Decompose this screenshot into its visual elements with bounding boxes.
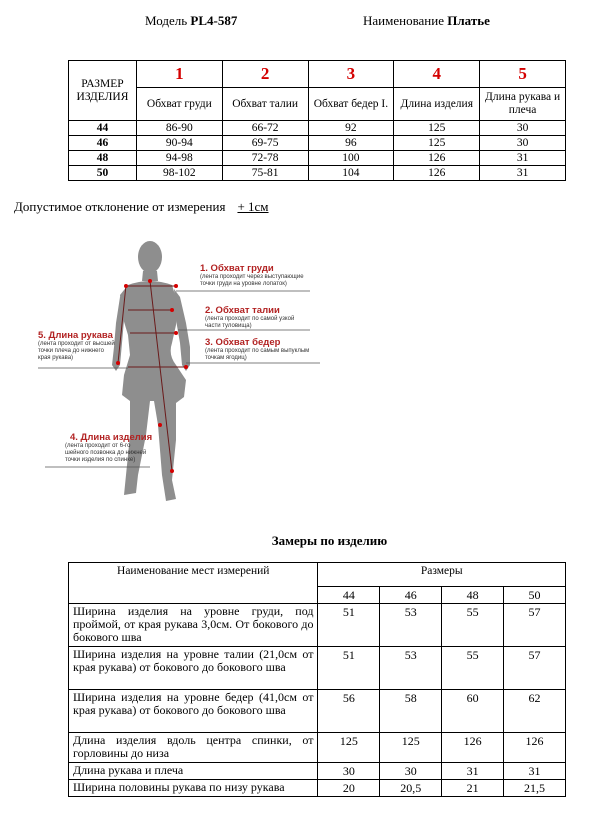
col-number-4: 4 [394,61,480,88]
value-cell: 100 [308,151,394,166]
value-cell: 126 [394,151,480,166]
value-cell: 90-94 [136,136,222,151]
table-row [69,604,566,647]
model-line [145,13,237,29]
table-row [69,690,566,733]
value-cell: 69-75 [222,136,308,151]
size-cell: 46 [69,136,137,151]
value-cell: 126 [504,733,566,763]
name-line [363,13,490,29]
value-cell: 30 [480,121,566,136]
name-label: Наименование [363,13,444,28]
value-cell: 20 [318,780,380,797]
measurement-table [68,562,566,797]
value-cell: 51 [318,604,380,647]
table-row [69,733,566,763]
value-cell: 92 [308,121,394,136]
value-cell: 51 [318,647,380,690]
value-cell: 31 [480,166,566,181]
value-cell: 30 [380,763,442,780]
annotation-hips-sub: (лента проходит по самым выпуклым точкам ягодиц) [205,348,310,361]
measurement-name: Ширина изделия на уровне бедер (41,0см от края рукава) от бокового до бокового шва [69,690,318,733]
value-cell: 125 [394,121,480,136]
measurement-name: Ширина изделия на уровне талии (21,0см от края рукава) от бокового до бокового шва [69,647,318,690]
value-cell: 98-102 [136,166,222,181]
annotation-length-title: 4. Длина изделия [70,432,153,443]
value-cell: 31 [480,151,566,166]
annotation-bust [200,263,320,288]
name-value: Платье [447,13,490,28]
col-label-hips: Обхват бедер I. [308,88,394,121]
size-cell: 44 [69,121,137,136]
value-cell: 57 [504,604,566,647]
value-cell: 55 [442,604,504,647]
value-cell: 126 [442,733,504,763]
section-title-text: Замеры по изделию [271,533,388,548]
value-cell: 94-98 [136,151,222,166]
size-row-header: РАЗМЕР ИЗДЕЛИЯ [69,61,137,121]
annotation-hips-title: 3. Обхват бедер [205,337,281,348]
col-label-waist: Обхват талии [222,88,308,121]
value-cell: 53 [380,604,442,647]
model-value: PL4-587 [190,13,238,28]
value-cell: 31 [504,763,566,780]
col-number-3: 3 [308,61,394,88]
value-cell: 66-72 [222,121,308,136]
measurement-name: Длина изделия вдоль центра спинки, от горловины до низа [69,733,318,763]
value-cell: 125 [380,733,442,763]
model-label: Модель [145,13,188,28]
value-cell: 21,5 [504,780,566,797]
col-label-length: Длина изделия [394,88,480,121]
value-cell: 30 [480,136,566,151]
annotation-hips [205,337,323,362]
sizes-header: Размеры [318,563,566,587]
value-cell: 30 [318,763,380,780]
annotation-waist-title: 2. Обхват талии [205,305,280,316]
size-header-48: 48 [442,586,504,603]
annotation-sleeve [38,330,118,362]
value-cell: 125 [394,136,480,151]
size-header-46: 46 [380,586,442,603]
value-cell: 31 [442,763,504,780]
annotation-sleeve-title: 5. Длина рукава [38,330,113,341]
measurement-name: Длина рукава и плеча [69,763,318,780]
table-row [69,136,566,151]
col-label-sleeve: Длина рукава и плеча [480,88,566,121]
measurement-name: Ширина половины рукава по низу рукава [69,780,318,797]
value-cell: 125 [318,733,380,763]
table-row [69,647,566,690]
value-cell: 96 [308,136,394,151]
table-row [69,763,566,780]
value-cell: 20,5 [380,780,442,797]
value-cell: 53 [380,647,442,690]
table-row [69,780,566,797]
value-cell: 104 [308,166,394,181]
section-title [0,533,599,549]
size-header-44: 44 [318,586,380,603]
annotation-bust-sub: (лента проходит через выступающие точки груди на уровне лопаток) [200,274,304,287]
size-cell: 50 [69,166,137,181]
table-row [69,121,566,136]
table-row [69,166,566,181]
size-table [68,60,566,181]
value-cell: 126 [394,166,480,181]
measurement-name: Ширина изделия на уровне груди, под проймой, от края рукава 3,0см. От бокового до бокового шва [69,604,318,647]
value-cell: 86-90 [136,121,222,136]
value-cell: 56 [318,690,380,733]
value-cell: 62 [504,690,566,733]
annotation-bust-title: 1. Обхват груди [200,263,274,274]
value-cell: 72-78 [222,151,308,166]
annotation-waist [205,305,305,330]
size-cell: 48 [69,151,137,166]
annotation-length-sub: (лента проходит от 6-го шейного позвонка до нижней точки изделия по спинке) [65,443,147,463]
value-cell: 55 [442,647,504,690]
col-number-2: 2 [222,61,308,88]
tolerance-value: + 1см [237,199,269,214]
value-cell: 75-81 [222,166,308,181]
annotation-waist-sub: (лента проходит по самой узкой части туловища) [205,316,295,329]
tolerance-line [14,199,269,215]
value-cell: 21 [442,780,504,797]
table-row [69,151,566,166]
size-header-50: 50 [504,586,566,603]
tolerance-text: Допустимое отклонение от измерения [14,199,226,214]
col-number-5: 5 [480,61,566,88]
measurement-name-header: Наименование мест измерений [69,563,318,604]
col-number-1: 1 [136,61,222,88]
value-cell: 58 [380,690,442,733]
value-cell: 57 [504,647,566,690]
annotation-length [65,432,153,464]
annotation-sleeve-sub: (лента проходит от высшей точки плеча до нижнего края рукава) [38,341,115,361]
col-label-bust: Обхват груди [136,88,222,121]
value-cell: 60 [442,690,504,733]
